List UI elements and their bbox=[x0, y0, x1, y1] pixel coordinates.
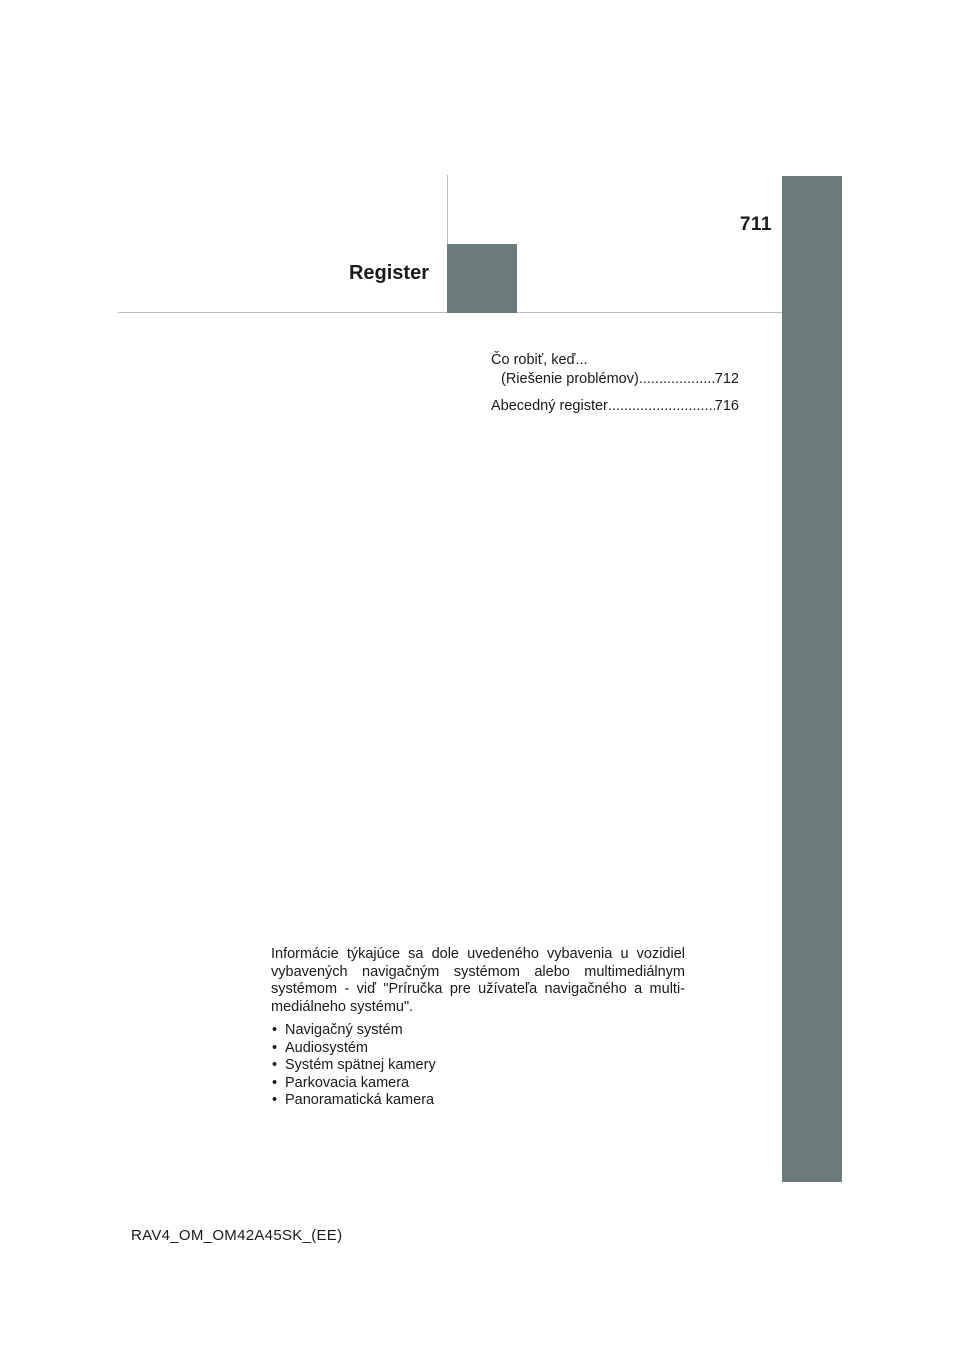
list-item: • Navigačný systém bbox=[272, 1022, 403, 1038]
toc-entry-troubleshooting-title: Čo robiť, keď... bbox=[491, 352, 588, 368]
toc-entry-troubleshooting[interactable] bbox=[491, 370, 739, 389]
header-vertical-rule bbox=[447, 175, 448, 245]
bullet: • bbox=[272, 1022, 278, 1038]
toc-leader-dots bbox=[608, 397, 715, 416]
equipment-list bbox=[271, 1022, 685, 1110]
list-item: • Systém spätnej kamery bbox=[272, 1057, 436, 1073]
list-item: • Audiosystém bbox=[272, 1039, 369, 1056]
table-of-contents bbox=[491, 351, 739, 416]
bullet: • bbox=[272, 1057, 278, 1073]
info-box bbox=[271, 946, 685, 1110]
document-code: RAV4_OM_OM42A45SK_(EE) bbox=[131, 1227, 343, 1244]
section-title: Register bbox=[348, 262, 429, 284]
toc-entry-index[interactable] bbox=[491, 397, 739, 416]
list-item: • Panoramatická kamera bbox=[272, 1092, 435, 1108]
info-paragraph: Informácie týkajúce sa dole uvedeného vybavenia u vozidiel vybavených navigačným systémom alebo multimediálnym systémom - viď "Príručka pre užívateľa navigačného a multi-mediálneho systému". bbox=[271, 946, 685, 1015]
toc-entry-label: (Riešenie problémov) bbox=[501, 371, 639, 387]
list-item: • Parkovacia kamera bbox=[272, 1074, 410, 1091]
toc-leader-dots bbox=[639, 370, 715, 389]
bullet: • bbox=[272, 1039, 278, 1056]
bullet: • bbox=[272, 1074, 278, 1091]
chapter-side-tab bbox=[782, 176, 842, 1182]
bullet: • bbox=[272, 1092, 278, 1108]
section-marker-block bbox=[447, 244, 517, 313]
toc-entry-label: Abecedný register bbox=[491, 398, 608, 414]
toc-entry-page: 716 bbox=[714, 398, 739, 414]
page-number: 711 bbox=[739, 214, 772, 235]
toc-entry-page: 712 bbox=[714, 371, 739, 387]
